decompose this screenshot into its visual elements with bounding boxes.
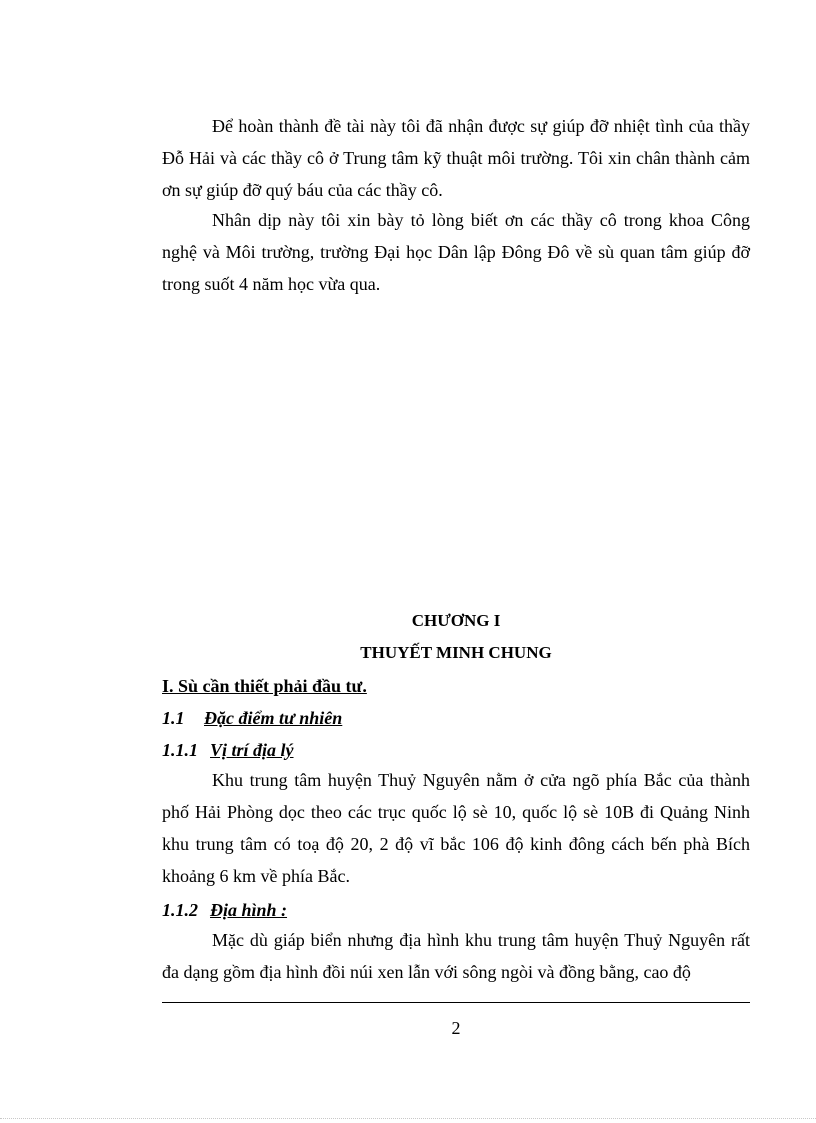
subsection-number: 1.1: [162, 708, 185, 728]
subsection-1-1-1-heading: [162, 740, 294, 761]
subsection-1-1-2-heading: [162, 900, 287, 921]
section-heading: I. Sù cần thiết phải đầu tư.: [162, 676, 367, 696]
subsection-title: Vị trí địa lý: [210, 740, 294, 760]
acknowledgement-paragraph-1: Để hoàn thành đề tài này tôi đã nhận được sự giúp đỡ nhiệt tình của thầy Đỗ Hải và các thầy cô ở Trung tâm kỹ thuật môi trường. Tôi xin chân thành cảm ơn sự giúp đỡ quý báu của các thầy cô.: [162, 116, 750, 200]
page-bottom-border: [0, 1118, 816, 1119]
subsection-title: Đặc điểm tư nhiên: [204, 708, 343, 728]
terrain-paragraph: Mặc dù giáp biển nhưng địa hình khu trung tâm huyện Thuỷ Nguyên rất đa dạng gồm địa hình đồi núi xen lẫn với sông ngòi và đồng bằng, cao độ: [162, 930, 750, 982]
chapter-number: CHƯƠNG I: [411, 611, 501, 630]
subsection-number: 1.1.1: [162, 740, 198, 760]
subsection-number: 1.1.2: [162, 900, 198, 920]
subsection-title: Địa hình :: [210, 900, 288, 920]
location-paragraph: Khu trung tâm huyện Thuỷ Nguyên nằm ở cửa ngõ phía Bắc của thành phố Hải Phòng dọc theo các trục quốc lộ sè 10, quốc lộ sè 10B đi Quảng Ninh khu trung tâm có toạ độ 20, 2 độ vĩ bắc 106 độ kinh đông cách bến phà Bích khoảng 6 km về phía Bắc.: [162, 770, 750, 886]
footer-rule: [162, 1002, 750, 1003]
subsection-1-1-heading: [162, 708, 342, 729]
chapter-title: THUYẾT MINH CHUNG: [360, 643, 552, 662]
acknowledgement-paragraph-2: Nhân dịp này tôi xin bày tỏ lòng biết ơn các thầy cô trong khoa Công nghệ và Môi trường, trường Đại học Dân lập Đông Đô về sù quan tâm giúp đỡ trong suốt 4 năm học vừa qua.: [162, 210, 750, 294]
page-number: 2: [451, 1018, 461, 1038]
